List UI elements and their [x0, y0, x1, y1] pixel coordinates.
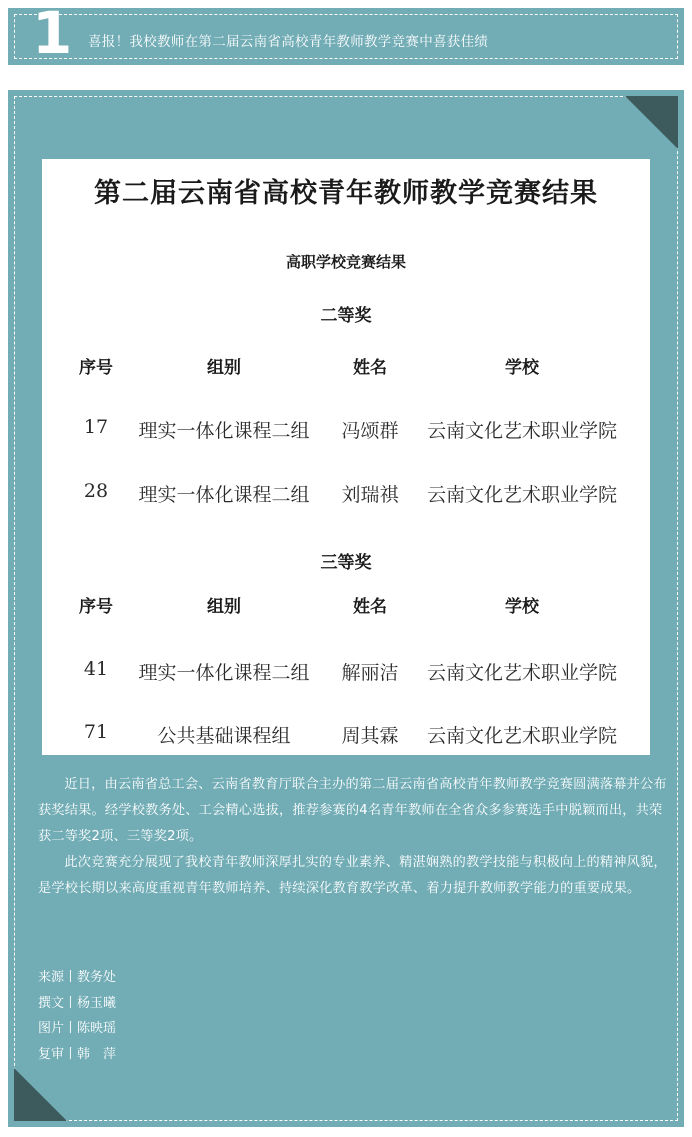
table-row: [42, 416, 650, 442]
credit-reviewer: 复审丨韩 萍: [38, 1046, 117, 1062]
table-header: [42, 592, 650, 618]
col-header-name: 姓名: [353, 358, 387, 378]
third-prize-label: 三等奖: [320, 553, 372, 573]
col-header-no: 序号: [79, 358, 113, 378]
row-no: 17: [83, 416, 109, 438]
row-group: 公共基础课程组: [157, 725, 291, 747]
credit-photo: 图片丨陈映瑶: [38, 1021, 117, 1036]
table-row: [42, 721, 650, 747]
col-header-school: 学校: [505, 597, 539, 617]
corner-triangle-bottom-left: [14, 1068, 67, 1121]
result-title: 第二届云南省高校青年教师教学竞赛结果: [94, 178, 598, 209]
table-row: [42, 658, 650, 684]
col-header-school: 学校: [505, 358, 539, 378]
row-school: 云南文化艺术职业学院: [426, 484, 617, 506]
second-prize-label: 二等奖: [320, 306, 372, 326]
row-name: 冯颂群: [341, 420, 399, 442]
credit-writer: 撰文丨杨玉曦: [38, 995, 117, 1011]
row-name: 解丽洁: [341, 662, 399, 684]
credit-source: 来源丨教务处: [38, 970, 117, 985]
row-no: 71: [83, 721, 109, 743]
row-group: 理实一体化课程二组: [138, 420, 310, 442]
col-header-name: 姓名: [353, 597, 387, 617]
row-group: 理实一体化课程二组: [138, 484, 310, 506]
row-no: 28: [83, 480, 109, 502]
col-header-group: 组别: [207, 358, 241, 378]
article-panel: [8, 90, 684, 1127]
row-school: 云南文化艺术职业学院: [426, 662, 617, 684]
article-body: [38, 772, 674, 902]
row-name: 刘瑞祺: [341, 484, 399, 506]
result-subtitle: 高职学校竞赛结果: [285, 253, 406, 271]
result-image: [42, 159, 650, 755]
headline-banner: [8, 0, 684, 67]
col-header-no: 序号: [79, 597, 113, 617]
row-no: 41: [83, 658, 109, 680]
credits: [38, 965, 116, 1067]
section-number: 1: [32, 0, 73, 67]
col-header-group: 组别: [207, 597, 241, 617]
body-paragraph: 此次竞赛充分展现了我校青年教师深厚扎实的专业素养、精湛娴熟的教学技能与积极向上的精神风貌，是学校长期以来高度重视青年教师培养、持续深化教育教学改革、着力提升教师教学能力的重要成果。: [38, 855, 667, 896]
body-paragraph: 近日，由云南省总工会、云南省教育厅联合主办的第二届云南省高校青年教师教学竞赛圆满落幕并公布获奖结果。经学校教务处、工会精心选拔，推荐参赛的4名青年教师在全省众多参赛选手中脱颖而出，共荣获二等奖2项、三等奖2项。: [38, 777, 667, 844]
table-header: [42, 353, 650, 379]
row-school: 云南文化艺术职业学院: [426, 420, 617, 442]
row-group: 理实一体化课程二组: [138, 662, 310, 684]
headline-title: 喜报！我校教师在第二届云南省高校青年教师教学竞赛中喜获佳绩: [88, 34, 489, 50]
row-name: 周其霖: [341, 725, 399, 747]
corner-triangle-top-right: [625, 96, 678, 149]
table-row: [42, 480, 650, 506]
row-school: 云南文化艺术职业学院: [426, 725, 617, 747]
